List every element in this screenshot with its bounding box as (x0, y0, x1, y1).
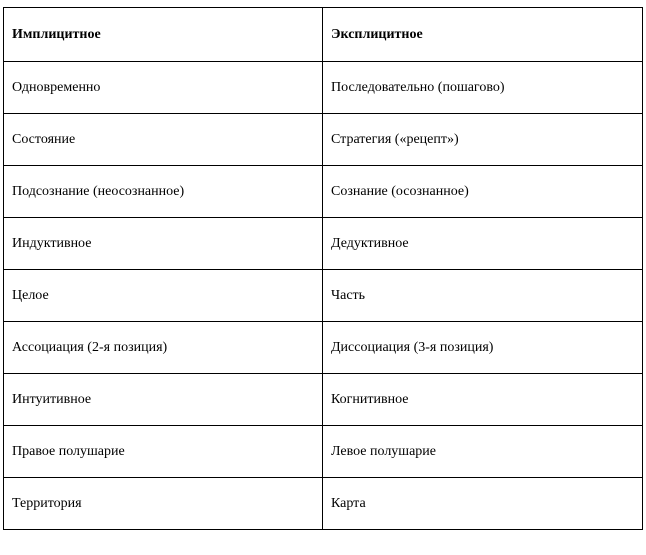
table-row (4, 374, 643, 426)
cell-explicit: Когнитивное (323, 374, 643, 426)
table-row (4, 322, 643, 374)
cell-explicit: Карта (323, 478, 643, 530)
table-row (4, 270, 643, 322)
cell-implicit: Территория (4, 478, 323, 530)
table-row (4, 218, 643, 270)
comparison-table-wrapper (3, 7, 643, 530)
cell-implicit: Состояние (4, 114, 323, 166)
table-row (4, 62, 643, 114)
cell-implicit: Подсознание (неосознанное) (4, 166, 323, 218)
cell-explicit: Часть (323, 270, 643, 322)
cell-implicit: Интуитивное (4, 374, 323, 426)
cell-explicit: Сознание (осознанное) (323, 166, 643, 218)
cell-explicit: Диссоциация (3-я позиция) (323, 322, 643, 374)
cell-implicit: Одновременно (4, 62, 323, 114)
cell-implicit: Ассоциация (2-я позиция) (4, 322, 323, 374)
table-row (4, 114, 643, 166)
cell-explicit: Стратегия («рецепт») (323, 114, 643, 166)
cell-explicit: Левое полушарие (323, 426, 643, 478)
cell-explicit: Последовательно (пошагово) (323, 62, 643, 114)
header-implicit: Имплицитное (4, 8, 323, 62)
table-row (4, 478, 643, 530)
cell-implicit: Целое (4, 270, 323, 322)
cell-implicit: Индуктивное (4, 218, 323, 270)
comparison-table (3, 7, 643, 530)
header-explicit: Эксплицитное (323, 8, 643, 62)
cell-explicit: Дедуктивное (323, 218, 643, 270)
table-row (4, 426, 643, 478)
table-header-row (4, 8, 643, 62)
cell-implicit: Правое полушарие (4, 426, 323, 478)
table-row (4, 166, 643, 218)
